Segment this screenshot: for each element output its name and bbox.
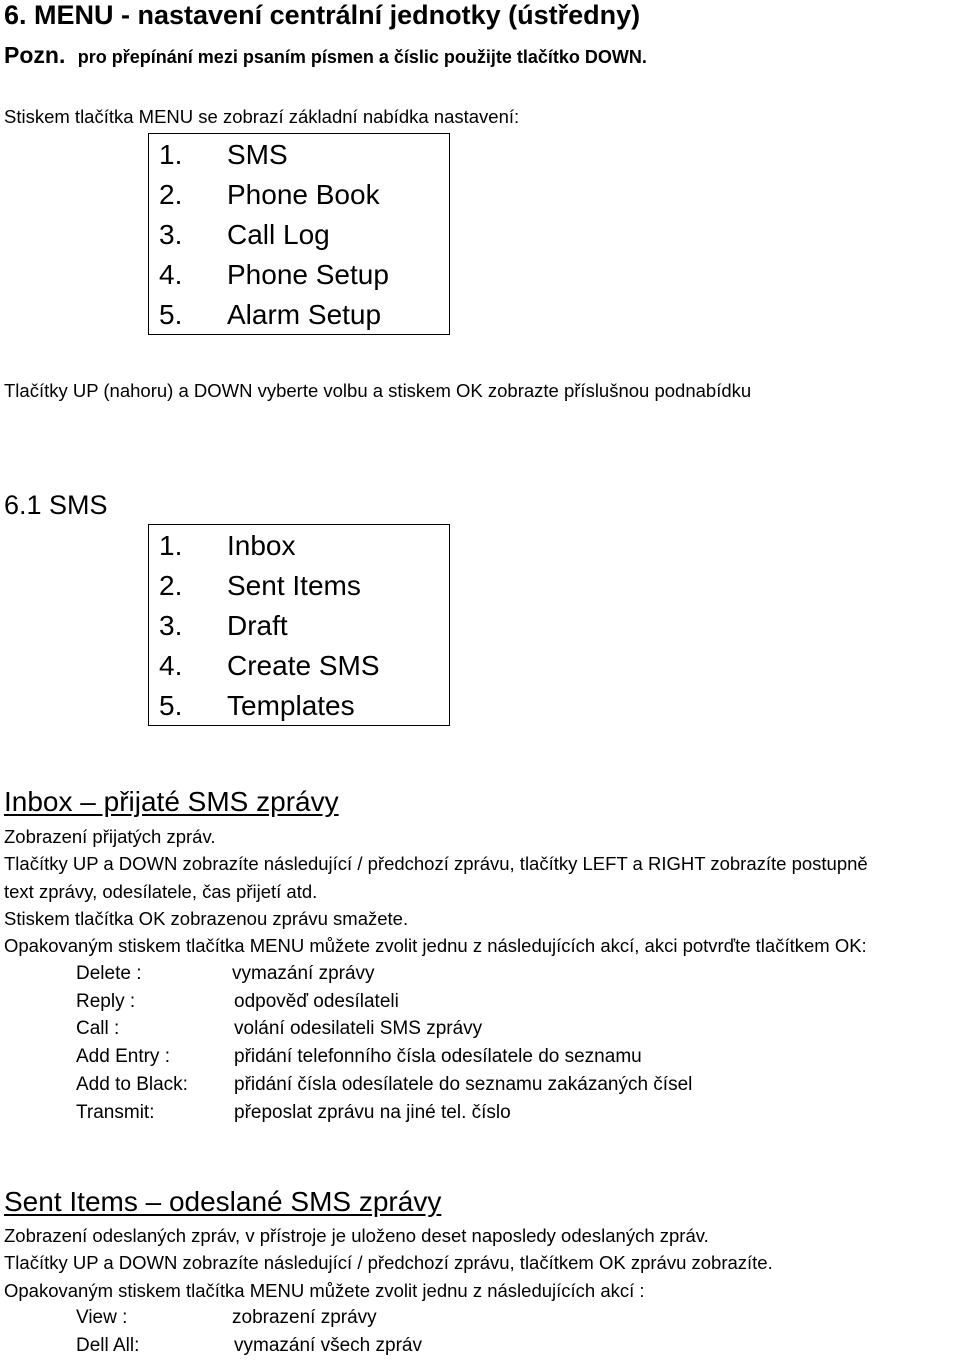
note-text: pro přepínání mezi psaním písmen a číslic použijte tlačítko DOWN.: [77, 47, 647, 67]
action-desc: přeposlat zprávu na jiné tel. číslo: [234, 1102, 511, 1123]
action-label: Dell All:: [76, 1335, 140, 1356]
action-label: Add Entry :: [76, 1046, 170, 1067]
sent-paragraph: Tlačítky UP a DOWN zobrazíte následující / předchozí zprávu, tlačítkem OK zprávu zobrazíte.: [4, 1252, 773, 1273]
sms-section-title: 6.1 SMS: [4, 490, 108, 520]
action-desc: volání odesilateli SMS zprávy: [234, 1018, 483, 1039]
inbox-paragraph: text zprávy, odesílatele, čas přijetí atd.: [4, 881, 318, 902]
sent-paragraph: Opakovaným stiskem tlačítka MENU můžete zvolit jednu z následujících akcí :: [4, 1280, 645, 1301]
intro-text: Stiskem tlačítka MENU se zobrazí základní nabídka nastavení:: [4, 106, 520, 127]
action-desc: přidání čísla odesílatele do seznamu zakázaných čísel: [234, 1074, 693, 1095]
nav-hint: Tlačítky UP (nahoru) a DOWN vyberte volbu a stiskem OK zobrazte příslušnou podnabídku: [4, 380, 752, 401]
action-label: Reply :: [76, 991, 136, 1012]
action-desc: zobrazení zprávy: [232, 1307, 377, 1328]
action-label: Transmit:: [76, 1102, 155, 1123]
action-desc: vymazání zprávy: [232, 963, 375, 984]
action-label: Delete :: [76, 963, 142, 984]
page-title: 6. MENU - nastavení centrální jednotky (ústředny): [4, 0, 641, 30]
sent-paragraph: Zobrazení odeslaných zpráv, v přístroje je uloženo deset naposledy odeslaných zpráv.: [4, 1225, 709, 1246]
inbox-paragraph: Zobrazení přijatých zpráv.: [4, 826, 216, 847]
inbox-heading: Inbox – přijaté SMS zprávy: [4, 786, 339, 817]
action-desc: přidání telefonního čísla odesílatele do seznamu: [234, 1046, 642, 1067]
inbox-paragraph: Stiskem tlačítka OK zobrazenou zprávu smažete.: [4, 908, 409, 929]
action-desc: vymazání všech zpráv: [234, 1335, 422, 1356]
inbox-paragraph: Opakovaným stiskem tlačítka MENU můžete zvolit jednu z následujících akcí, akci potvrďte tlačítkem OK:: [4, 935, 867, 956]
note-label: Pozn.: [4, 42, 66, 68]
action-desc: odpověď odesílateli: [234, 991, 399, 1012]
action-label: View :: [76, 1307, 128, 1328]
note: [4, 42, 647, 69]
action-label: Add to Black:: [76, 1074, 188, 1095]
action-label: Call :: [76, 1018, 120, 1039]
inbox-paragraph: Tlačítky UP a DOWN zobrazíte následující / předchozí zprávu, tlačítky LEFT a RIGHT zobrazíte postupně: [4, 853, 868, 874]
sent-heading: Sent Items – odeslané SMS zprávy: [4, 1186, 442, 1217]
